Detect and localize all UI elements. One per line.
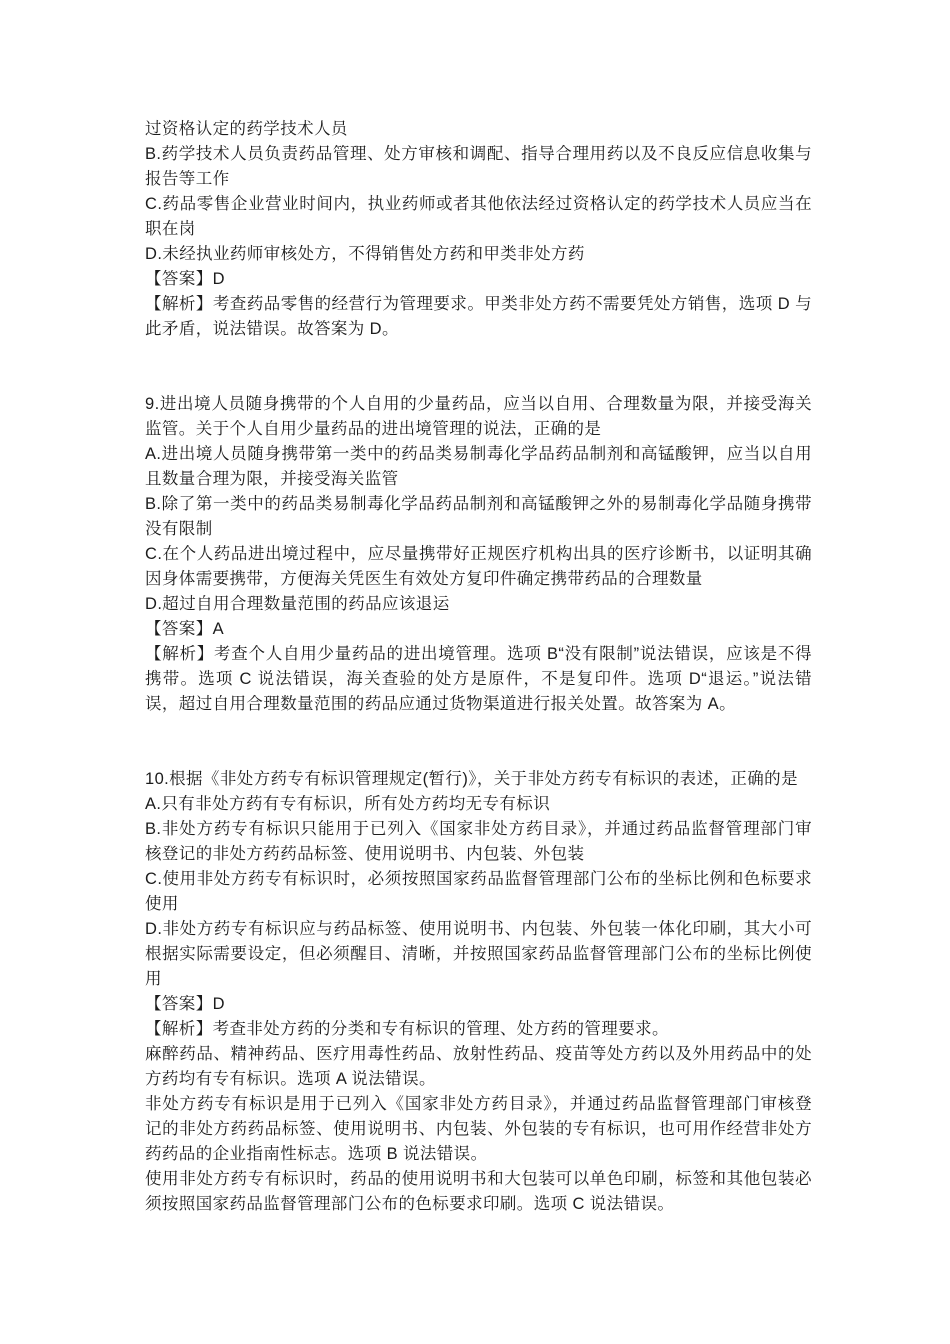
question-10-answer: 【答案】D — [145, 995, 225, 1013]
question-9-option-a: A.进出境人员随身携带第一类中的药品类易制毒化学品药品制剂和高锰酸钾，应当以自用且数量合理为限，并接受海关监管 — [145, 445, 812, 488]
question-8-block — [145, 117, 812, 342]
question-8-answer: 【答案】D — [145, 270, 225, 288]
question-10-block — [145, 767, 812, 1217]
question-8-analysis: 【解析】考查药品零售的经营行为管理要求。甲类非处方药不需要凭处方销售，选项 D 与此矛盾，说法错误。故答案为 D。 — [145, 295, 812, 338]
question-9-stem: 9.进出境人员随身携带的个人自用的少量药品，应当以自用、合理数量为限，并接受海关监管。关于个人自用少量药品的进出境管理的说法，正确的是 — [145, 395, 812, 438]
question-10-analysis-intro: 【解析】考查非处方药的分类和专有标识的管理、处方药的管理要求。 — [145, 1020, 669, 1038]
question-10-analysis-option-b: 非处方药专有标识是用于已列入《国家非处方药目录》，并通过药品监督管理部门审核登记的非处方药药品标签、使用说明书、内包装、外包装的专有标识，也可用作经营非处方药药品的企业指南性标志。选项 B 说法错误。 — [145, 1095, 812, 1163]
question-10-analysis-option-a: 麻醉药品、精神药品、医疗用毒性药品、放射性药品、疫苗等处方药以及外用药品中的处方药均有专有标识。选项 A 说法错误。 — [145, 1045, 812, 1088]
question-10-option-a: A.只有非处方药有专有标识，所有处方药均无专有标识 — [145, 795, 551, 813]
question-10-stem: 10.根据《非处方药专有标识管理规定(暂行)》，关于非处方药专有标识的表述，正确的是 — [145, 770, 798, 788]
question-8-continuation-line: 过资格认定的药学技术人员 — [145, 120, 348, 138]
question-10-option-c: C.使用非处方药专有标识时，必须按照国家药品监督管理部门公布的坐标比例和色标要求使用 — [145, 870, 812, 913]
question-10-option-d: D.非处方药专有标识应与药品标签、使用说明书、内包装、外包装一体化印刷，其大小可根据实际需要设定，但必须醒目、清晰，并按照国家药品监督管理部门公布的坐标比例使用 — [145, 920, 812, 988]
question-8-option-d: D.未经执业药师审核处方，不得销售处方药和甲类非处方药 — [145, 245, 585, 263]
question-9-option-d: D.超过自用合理数量范围的药品应该退运 — [145, 595, 450, 613]
question-10-analysis-option-c: 使用非处方药专有标识时，药品的使用说明书和大包装可以单色印刷，标签和其他包装必须按照国家药品监督管理部门公布的色标要求印刷。选项 C 说法错误。 — [145, 1170, 812, 1213]
document-text-content — [145, 117, 812, 1217]
question-8-option-b: B.药学技术人员负责药品管理、处方审核和调配、指导合理用药以及不良反应信息收集与报告等工作 — [145, 145, 812, 188]
question-9-option-b: B.除了第一类中的药品类易制毒化学品药品制剂和高锰酸钾之外的易制毒化学品随身携带没有限制 — [145, 495, 812, 538]
question-9-analysis: 【解析】考查个人自用少量药品的进出境管理。选项 B“没有限制”说法错误，应该是不得携带。选项 C 说法错误，海关查验的处方是原件，不是复印件。选项 D“退运。”说法错误，超过自用合理数量范围的药品应通过货物渠道进行报关处置。故答案为 A。 — [145, 645, 812, 713]
question-10-option-b: B.非处方药专有标识只能用于已列入《国家非处方药目录》，并通过药品监督管理部门审核登记的非处方药药品标签、使用说明书、内包装、外包装 — [145, 820, 812, 863]
question-8-option-c: C.药品零售企业营业时间内，执业药师或者其他依法经过资格认定的药学技术人员应当在职在岗 — [145, 195, 812, 238]
question-9-option-c: C.在个人药品进出境过程中，应尽量携带好正规医疗机构出具的医疗诊断书，以证明其确因身体需要携带，方便海关凭医生有效处方复印件确定携带药品的合理数量 — [145, 545, 812, 588]
question-9-block — [145, 392, 812, 717]
question-9-answer: 【答案】A — [145, 620, 225, 638]
